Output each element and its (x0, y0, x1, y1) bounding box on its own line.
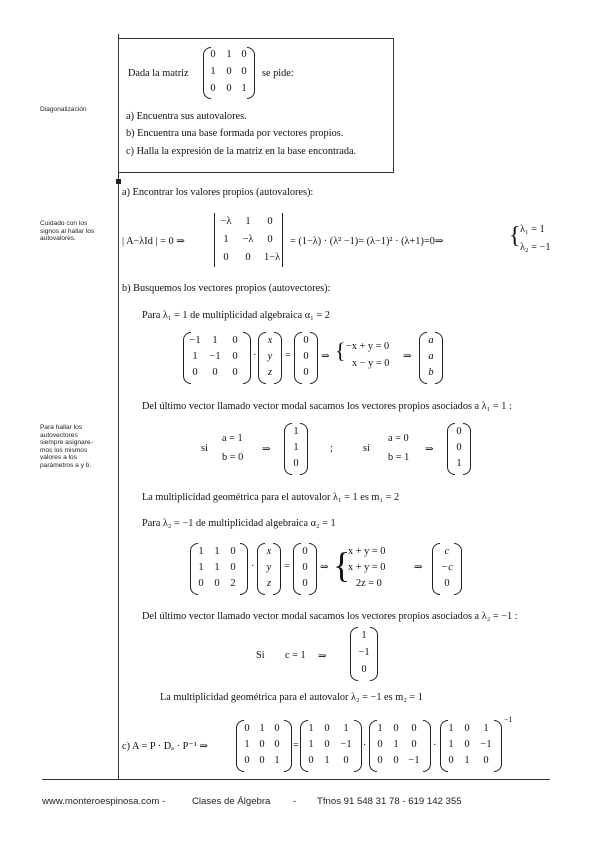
arrow-2: ⇒ (403, 351, 412, 362)
c1b-line2: b = 1 (388, 452, 410, 463)
margin-line (118, 34, 119, 779)
dot-1: · (253, 350, 257, 361)
arrow-1: ⇒ (321, 351, 330, 362)
eq1-line1: −x + y = 0 (346, 341, 390, 352)
arrow-5: ⇒ (320, 562, 329, 573)
modal2-text: Del último vector llamado vector modal sacamos los vectores propios asociados a λ₂ = −1 : (142, 611, 518, 622)
sidenote-diagonalizacion: Diagonalización (40, 106, 87, 113)
A-matrix: 0 1 0 1 0 0 0 0 1 (236, 720, 292, 772)
xyz-vector-2: x y z (257, 543, 281, 595)
problem-box-top (118, 38, 394, 39)
geo1-text: La multiplicidad geométrica para el autovalor λ₁ = 1 es m₁ = 2 (142, 492, 400, 503)
inverse-exponent: −1 (504, 715, 513, 724)
zero-vector-1: 0 0 0 (294, 332, 318, 384)
c1b-line1: a = 0 (388, 433, 409, 444)
part-a-heading: a) Encontrar los valores propios (autovalores): (122, 187, 314, 198)
semicolon: ; (330, 443, 333, 454)
si-2: si (363, 443, 370, 454)
eq2-line1: x + y = 0 (348, 546, 386, 557)
problem-se-pide: se pide: (262, 68, 294, 79)
problem-box-bottom (118, 172, 394, 173)
sidenote-signos: Cuidado con los signos al hallar los autovalores. (40, 220, 95, 243)
si-1: si (201, 443, 208, 454)
case1-heading: Para λ₁ = 1 de multiplicidad algebraica α₁ = 2 (142, 310, 330, 321)
eigvec-1: 1 1 0 (284, 423, 308, 475)
footer-phones: Tfnos 91 548 31 78 - 619 142 355 (317, 796, 462, 807)
sidenote-autovectores: Para hallar los autovectores siempre asignare- mos los mismos valores a los parámetros a y b. (40, 424, 93, 469)
zero-vector-2: 0 0 0 (293, 543, 317, 595)
eq-2: = (284, 561, 290, 572)
eq2-line3: 2z = 0 (356, 578, 382, 589)
eigvec-3: 1 −1 0 (350, 627, 378, 681)
problem-box-right (393, 38, 394, 172)
res1-vector: a a b (419, 332, 443, 384)
D-matrix: 1 0 0 0 1 0 0 0 −1 (369, 720, 431, 772)
dot-4: · (433, 740, 437, 751)
problem-matrix: 0 1 0 1 0 0 0 0 1 (203, 47, 255, 99)
eq-3: = (293, 740, 299, 751)
arrow-6: ⇒ (414, 562, 423, 573)
brace-a: { (509, 223, 521, 249)
c1a-line1: a = 1 (222, 433, 243, 444)
dot-2: · (251, 561, 255, 572)
footer-rule (42, 779, 550, 780)
det-matrix: −λ 1 0 1 −λ 0 0 0 1−λ (214, 213, 286, 268)
Pinv-matrix: 1 0 1 1 0 −1 0 1 0 (440, 720, 502, 772)
arrow-7: ⇒ (318, 651, 327, 662)
footer-site: www.monteroespinosa.com - (42, 796, 166, 807)
si-3: Si (256, 650, 265, 661)
eigen-l2: λ₂ = −1 (520, 242, 551, 253)
eq-1: = (285, 350, 291, 361)
part-c-label: c) A = P · Dₐ · P⁻¹ ⇒ (122, 741, 209, 752)
arrow-4: ⇒ (425, 444, 434, 455)
xyz-vector-1: x y z (258, 332, 282, 384)
problem-intro: Dada la matriz (128, 68, 189, 79)
eigvec-2: 0 0 1 (447, 423, 471, 475)
problem-c: c) Halla la expresión de la matriz en la base encontrada. (126, 146, 357, 157)
P-matrix: 1 0 1 1 0 −1 0 1 0 (300, 720, 362, 772)
geo2-text: La multiplicidad geométrica para el autovalor λ₂ = −1 es m₂ = 1 (160, 692, 423, 703)
m2-matrix: 1 1 0 1 1 0 0 0 2 (190, 543, 248, 595)
c1a-line2: b = 0 (222, 452, 244, 463)
footer-dash: - (293, 796, 297, 807)
det-lhs: | A−λId | = 0 ⇒ (122, 236, 185, 247)
part-b-heading: b) Busquemos los vectores propios (autovectores): (122, 283, 331, 294)
m1-matrix: −1 1 0 1 −1 0 0 0 0 (183, 332, 251, 384)
problem-a: a) Encuentra sus autovalores. (126, 111, 247, 122)
case2-heading: Para λ₂ = −1 de multiplicidad algebraica α₂ = 1 (142, 518, 336, 529)
eigen-l1: λ₁ = 1 (520, 224, 545, 235)
footer-course: Clases de Álgebra (192, 796, 271, 807)
dot-3: · (363, 740, 367, 751)
brace-b1: { (335, 338, 346, 363)
arrow-3: ⇒ (262, 444, 271, 455)
bullet-marker (116, 179, 121, 184)
c2-value: c = 1 (285, 650, 306, 661)
modal1-text: Del último vector llamado vector modal sacamos los vectores propios asociados a λ₁ = 1 : (142, 401, 512, 412)
brace-b2: { (333, 545, 351, 585)
eq1-line2: x − y = 0 (352, 358, 390, 369)
res2-vector: c −c 0 (432, 543, 462, 595)
det-rhs: = (1−λ) · (λ² −1)= (λ−1)² · (λ+1)=0⇒ (290, 236, 444, 247)
problem-b: b) Encuentra una base formada por vectores propios. (126, 128, 344, 139)
eq2-line2: x + y = 0 (348, 562, 386, 573)
